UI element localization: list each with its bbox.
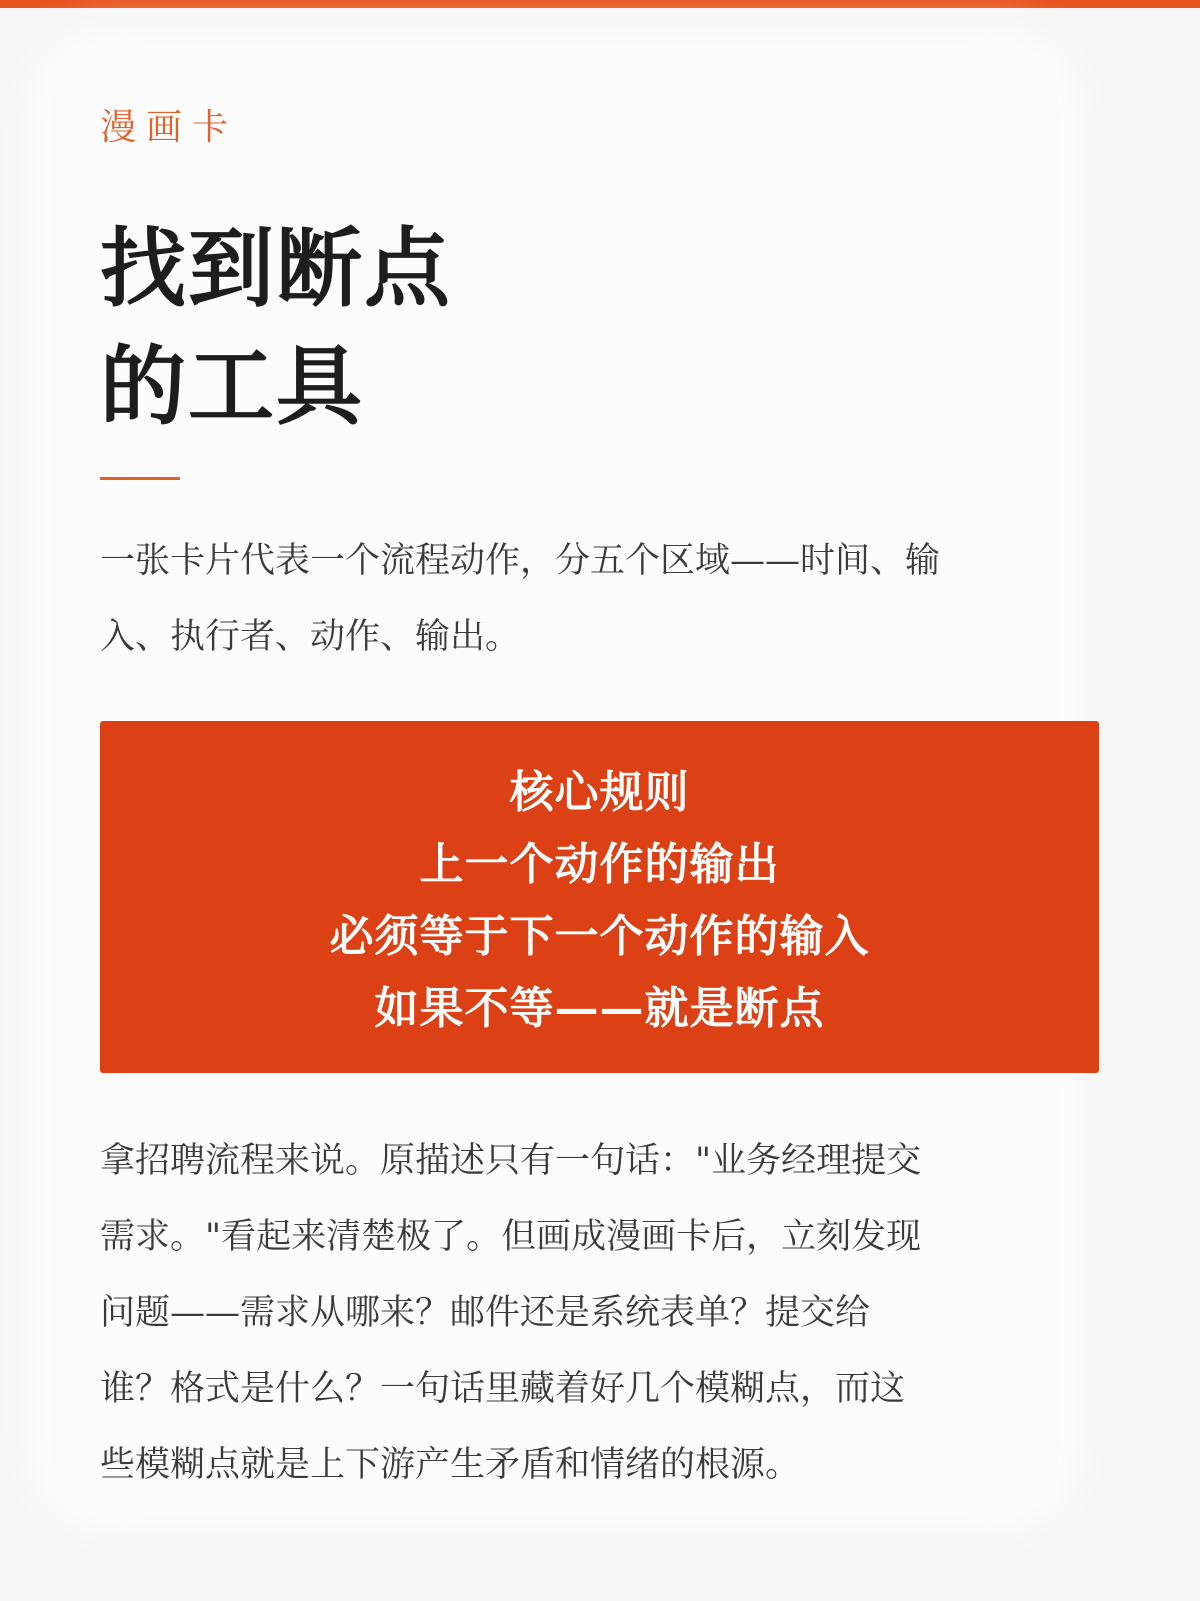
rule-line: 必须等于下一个动作的输入 [329,911,870,962]
title-line-1: 找到断点 [100,218,452,319]
category-label: 漫画卡 [100,107,239,148]
example-paragraph [100,1123,1000,1503]
paragraph-line: 问题——需求从哪来？邮件还是系统表单？提交给 [100,1293,871,1333]
rule-line: 如果不等——就是断点 [374,983,825,1034]
page-title [100,210,800,446]
paragraph-line: 谁？格式是什么？一句话里藏着好几个模糊点，而这 [100,1369,906,1409]
paragraph-line: 拿招聘流程来说。原描述只有一句话："业务经理提交 [100,1141,922,1181]
core-rule-callout [100,721,1099,1073]
intro-paragraph: 一张卡片代表一个流程动作，分五个区域——时间、输入、执行者、动作、输出。 [100,541,941,657]
top-accent-bar [0,0,1200,8]
paragraph-line: 需求。"看起来清楚极了。但画成漫画卡后，立刻发现 [100,1217,922,1257]
paragraph-line: 些模糊点就是上下游产生矛盾和情绪的根源。 [100,1445,801,1485]
title-divider [100,477,180,480]
rule-line: 上一个动作的输出 [419,839,780,890]
title-line-2: 的工具 [100,336,364,437]
rule-heading: 核心规则 [509,767,690,818]
